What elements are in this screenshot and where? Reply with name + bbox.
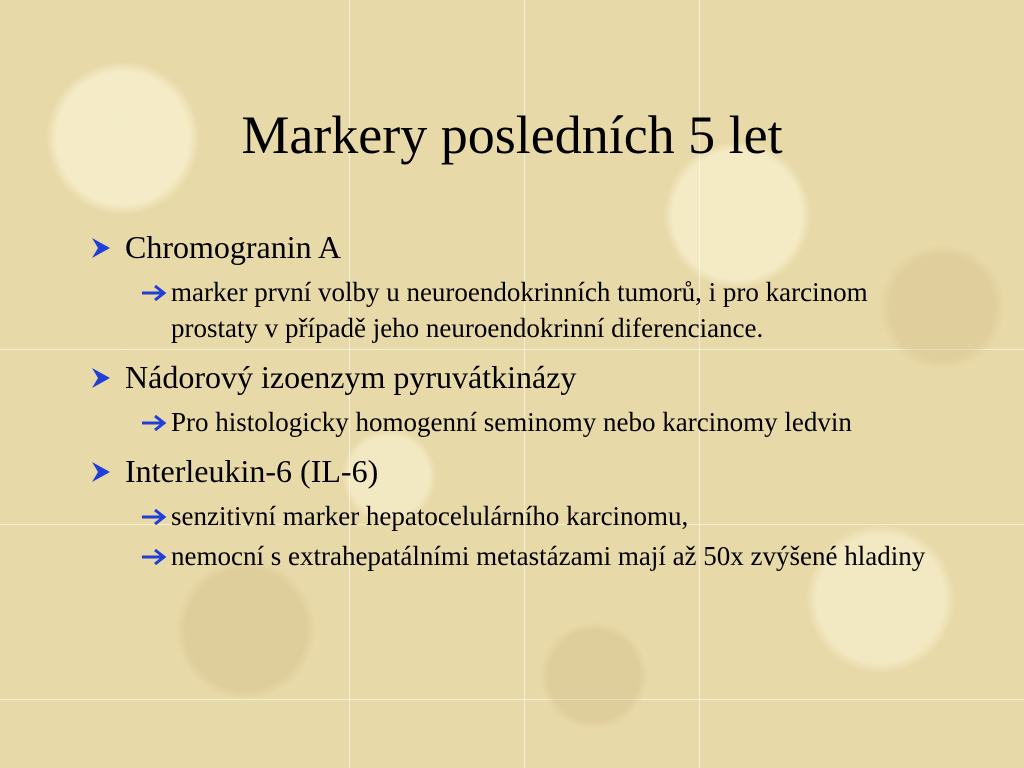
list-item-label: Interleukin-6 (IL-6) xyxy=(125,453,379,489)
arrowhead-bullet-icon xyxy=(88,358,118,396)
arrow-right-icon xyxy=(141,404,169,440)
sub-list-item-text: senzitivní marker hepatocelulárního karcinomu, xyxy=(171,501,689,531)
bullet-list xyxy=(88,228,948,578)
arrow-right-icon xyxy=(141,498,169,534)
sub-list-item xyxy=(171,404,948,440)
list-item xyxy=(88,228,948,266)
sub-list-item-text: marker první volby u neuroendokrinních tumorů, i pro karcinom prostaty v případě jeho neuroendokrinní diferenciance. xyxy=(171,277,868,343)
arrowhead-bullet-icon xyxy=(88,228,118,266)
slide-title: Markery posledních 5 let xyxy=(241,105,783,165)
arrow-right-icon xyxy=(141,274,169,310)
sub-list-item xyxy=(171,538,948,574)
sub-list-item-text: nemocní s extrahepatálními metastázami mají až 50x zvýšené hladiny xyxy=(171,541,926,571)
arrowhead-bullet-icon xyxy=(88,452,118,490)
sub-list-item-text: Pro histologicky homogenní seminomy nebo karcinomy ledvin xyxy=(171,407,852,437)
list-item xyxy=(88,358,948,396)
list-item xyxy=(88,452,948,490)
arrow-right-icon xyxy=(141,538,169,574)
sub-list-item xyxy=(171,498,948,534)
list-item-label: Chromogranin A xyxy=(125,229,341,265)
list-item-label: Nádorový izoenzym pyruvátkinázy xyxy=(125,359,577,395)
sub-list-item xyxy=(171,274,948,346)
